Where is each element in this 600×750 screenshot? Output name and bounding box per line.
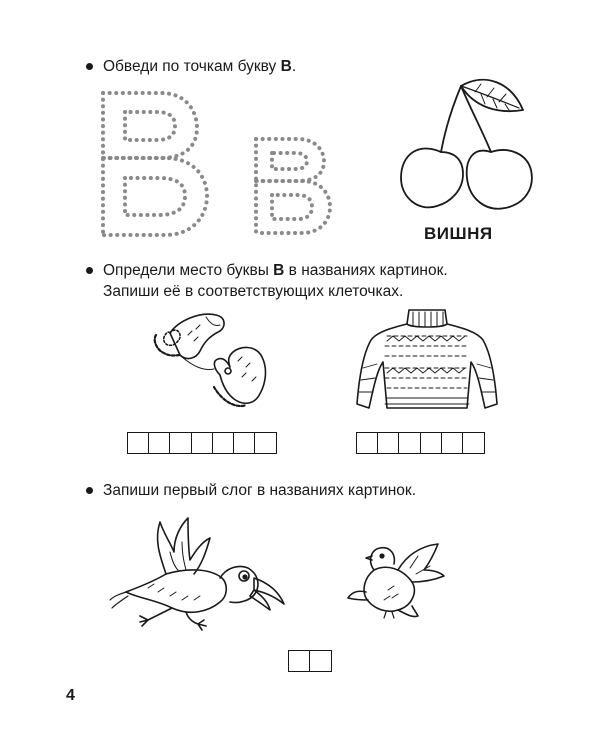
answer-cell[interactable] <box>254 432 277 454</box>
answer-cell[interactable] <box>191 432 214 454</box>
bullet <box>86 267 93 274</box>
answer-cell[interactable] <box>288 650 311 672</box>
dotted-lowercase-letter[interactable] <box>250 135 335 237</box>
cherry-icon <box>395 66 545 216</box>
answer-cells-syllable[interactable] <box>288 650 332 672</box>
crow-icon <box>108 512 288 632</box>
answer-cell[interactable] <box>441 432 464 454</box>
task-3-text: Запиши первый слог в названиях картинок. <box>103 482 417 499</box>
answer-cell[interactable] <box>212 432 235 454</box>
answer-cell[interactable] <box>462 432 485 454</box>
answer-cell[interactable] <box>356 432 379 454</box>
answer-cell[interactable] <box>148 432 171 454</box>
answer-cell[interactable] <box>127 432 150 454</box>
answer-cell[interactable] <box>377 432 400 454</box>
mittens-icon <box>148 305 278 415</box>
dotted-uppercase-letter[interactable] <box>95 88 215 238</box>
cherry-caption: ВИШНЯ <box>424 224 493 243</box>
sparrow-icon <box>346 540 446 620</box>
answer-cell[interactable] <box>233 432 256 454</box>
task-2-text-line2: Запиши её в соответствующих клеточках. <box>103 283 404 300</box>
page-number: 4 <box>66 687 75 704</box>
bullet <box>86 487 93 494</box>
bullet <box>86 63 93 70</box>
answer-cell[interactable] <box>398 432 421 454</box>
answer-cell[interactable] <box>309 650 332 672</box>
sweater-icon <box>353 308 503 420</box>
answer-cells-mittens[interactable] <box>127 432 277 454</box>
task-1-text: Обведи по точкам букву В. <box>103 58 297 75</box>
answer-cell[interactable] <box>169 432 192 454</box>
answer-cell[interactable] <box>420 432 443 454</box>
answer-cells-sweater[interactable] <box>356 432 485 454</box>
task-2-text-line1: Определи место буквы В в названиях картинок. <box>103 262 448 279</box>
